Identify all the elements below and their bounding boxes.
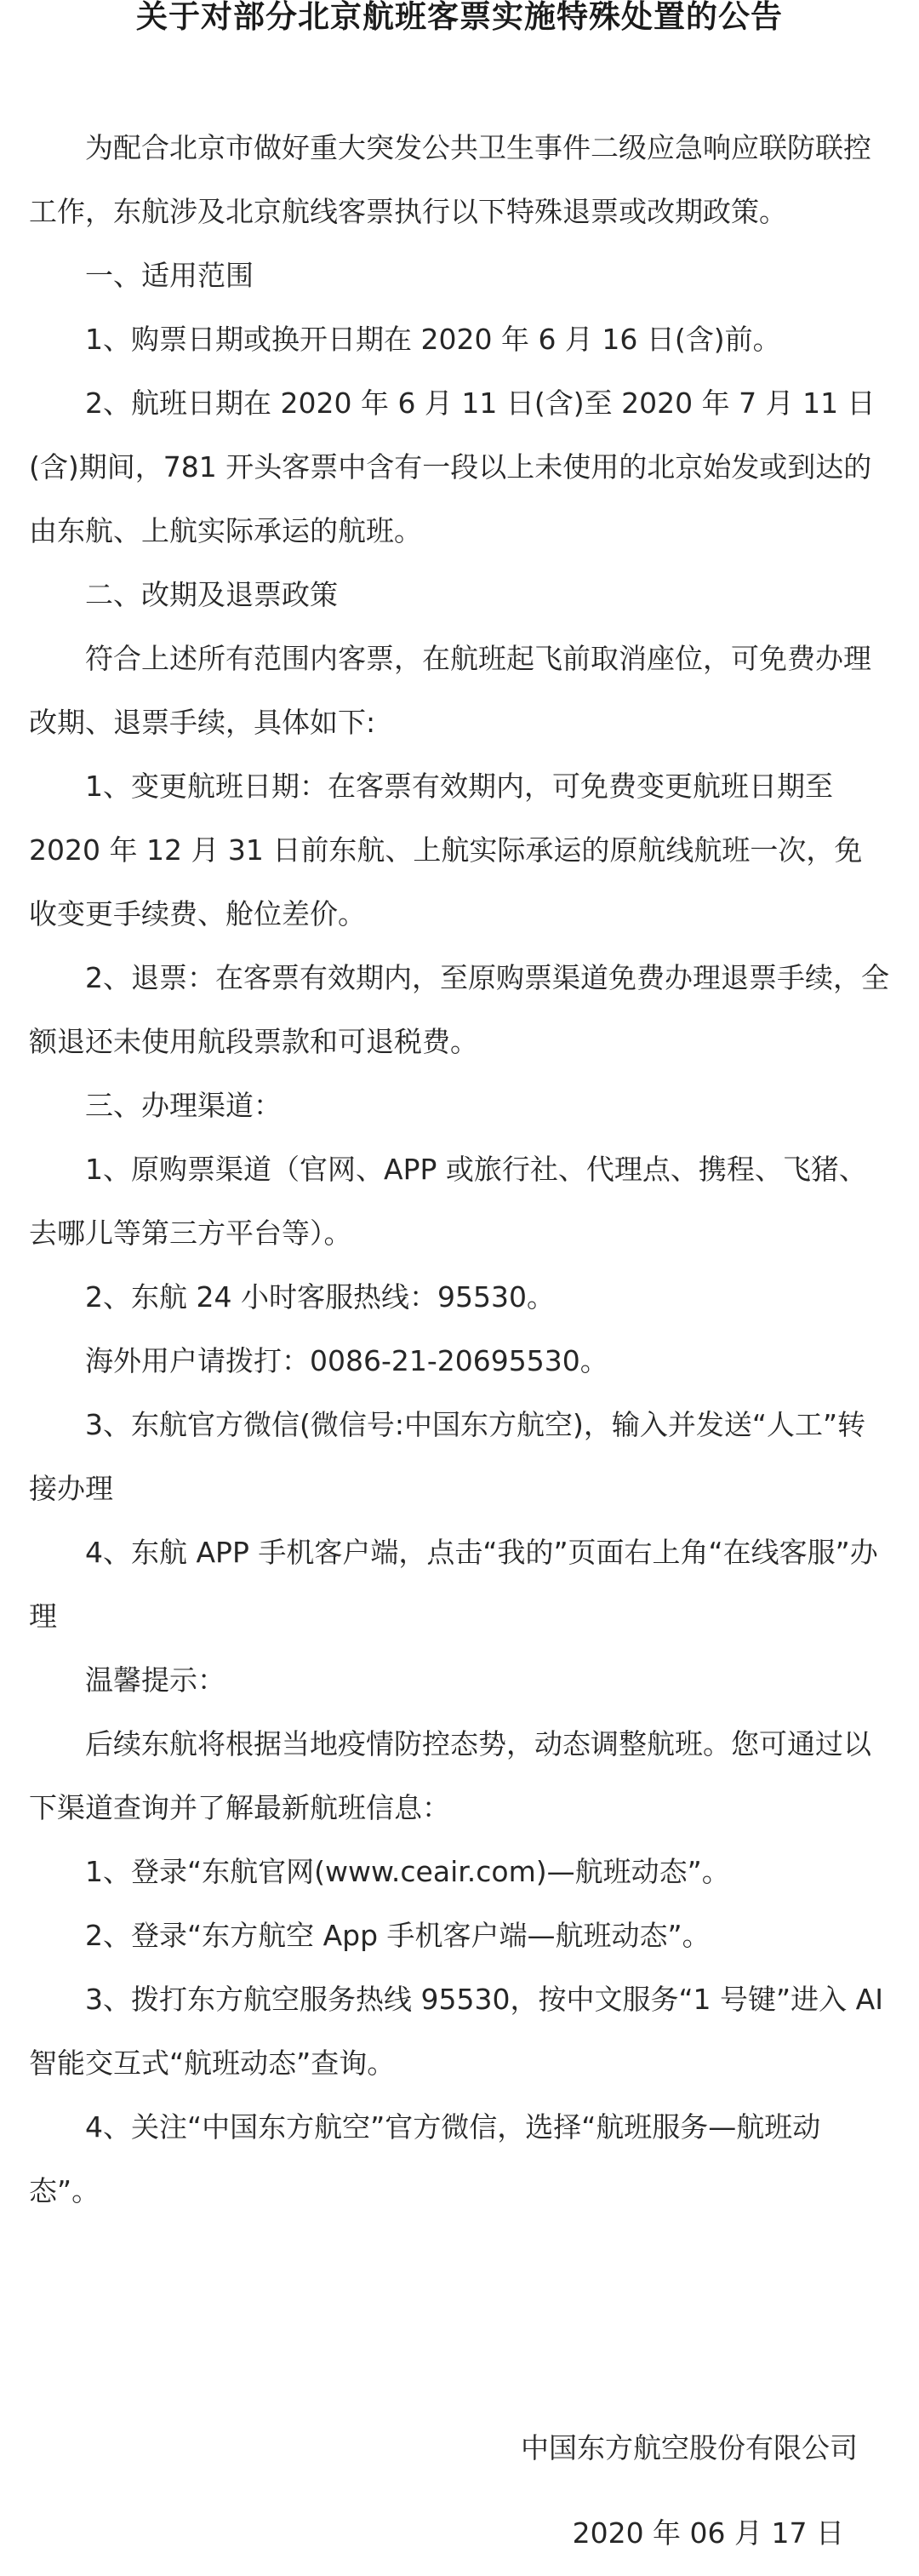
scope-item-1: 1、购票日期或换开日期在 2020 年 6 月 16 日(含)前。 xyxy=(85,323,781,356)
tips-item-4: 4、关注“中国东方航空”官方微信，选择“航班服务—航班动态”。 xyxy=(29,2110,821,2207)
channel-item-3: 3、东航官方微信(微信号:中国东方航空)，输入并发送“人工”转接办理 xyxy=(29,1408,866,1505)
tips-item-1: 1、登录“东航官网(www.ceair.com)—航班动态”。 xyxy=(85,1855,730,1888)
overseas-hotline: 海外用户请拨打：0086-21-20695530。 xyxy=(85,1344,608,1377)
intro-paragraph: 为配合北京市做好重大突发公共卫生事件二级应急响应联防联控工作，东航涉及北京航线客票执行以下特殊退票或改期政策。 xyxy=(29,131,871,228)
channel-item-1: 1、原购票渠道（官网、APP 或旅行社、代理点、携程、飞猪、去哪儿等第三方平台等）。 xyxy=(29,1153,867,1250)
policy-intro-paragraph: 符合上述所有范围内客票，在航班起飞前取消座位，可免费办理改期、退票手续，具体如下: xyxy=(29,642,871,739)
issuer-signature: 中国东方航空股份有限公司 xyxy=(521,2431,858,2464)
tips-intro-paragraph: 后续东航将根据当地疫情防控态势，动态调整航班。您可通过以下渠道查询并了解最新航班信息： xyxy=(29,1727,871,1824)
page-title: 关于对部分北京航班客票实施特殊处置的公告 xyxy=(136,0,783,35)
tips-item-3: 3、拨打东方航空服务热线 95530，按中文服务“1 号键”进入 AI 智能交互式“航班动态”查询。 xyxy=(29,1983,883,2080)
tips-heading: 温馨提示： xyxy=(85,1663,225,1697)
scope-item-2: 2、航班日期在 2020 年 6 月 11 日(含)至 2020 年 7 月 11 日(含)期间，781 开头客票中含有一段以上未使用的北京始发或到达的由东航、上航实际承运的航班。 xyxy=(29,386,876,547)
policy-item-1: 1、变更航班日期：在客票有效期内，可免费变更航班日期至 2020 年 12 月 31 日前东航、上航实际承运的原航线航班一次，免收变更手续费、舱位差价。 xyxy=(29,770,863,930)
section-heading-channels: 三、办理渠道： xyxy=(85,1089,282,1122)
section-heading-policy: 二、改期及退票政策 xyxy=(85,578,338,611)
policy-item-2: 2、退票：在客票有效期内，至原购票渠道免费办理退票手续，全额退还未使用航段票款和可退税费。 xyxy=(29,961,889,1058)
tips-item-2: 2、登录“东方航空 App 手机客户端—航班动态”。 xyxy=(85,1919,711,1952)
announcement-body xyxy=(29,116,890,2223)
issue-date: 2020 年 06 月 17 日 xyxy=(572,2516,844,2550)
channel-item-2: 2、东航 24 小时客服热线：95530。 xyxy=(85,1280,555,1314)
section-heading-scope: 一、适用范围 xyxy=(85,259,254,292)
channel-item-4: 4、东航 APP 手机客户端，点击“我的”页面右上角“在线客服”办理 xyxy=(29,1536,878,1633)
